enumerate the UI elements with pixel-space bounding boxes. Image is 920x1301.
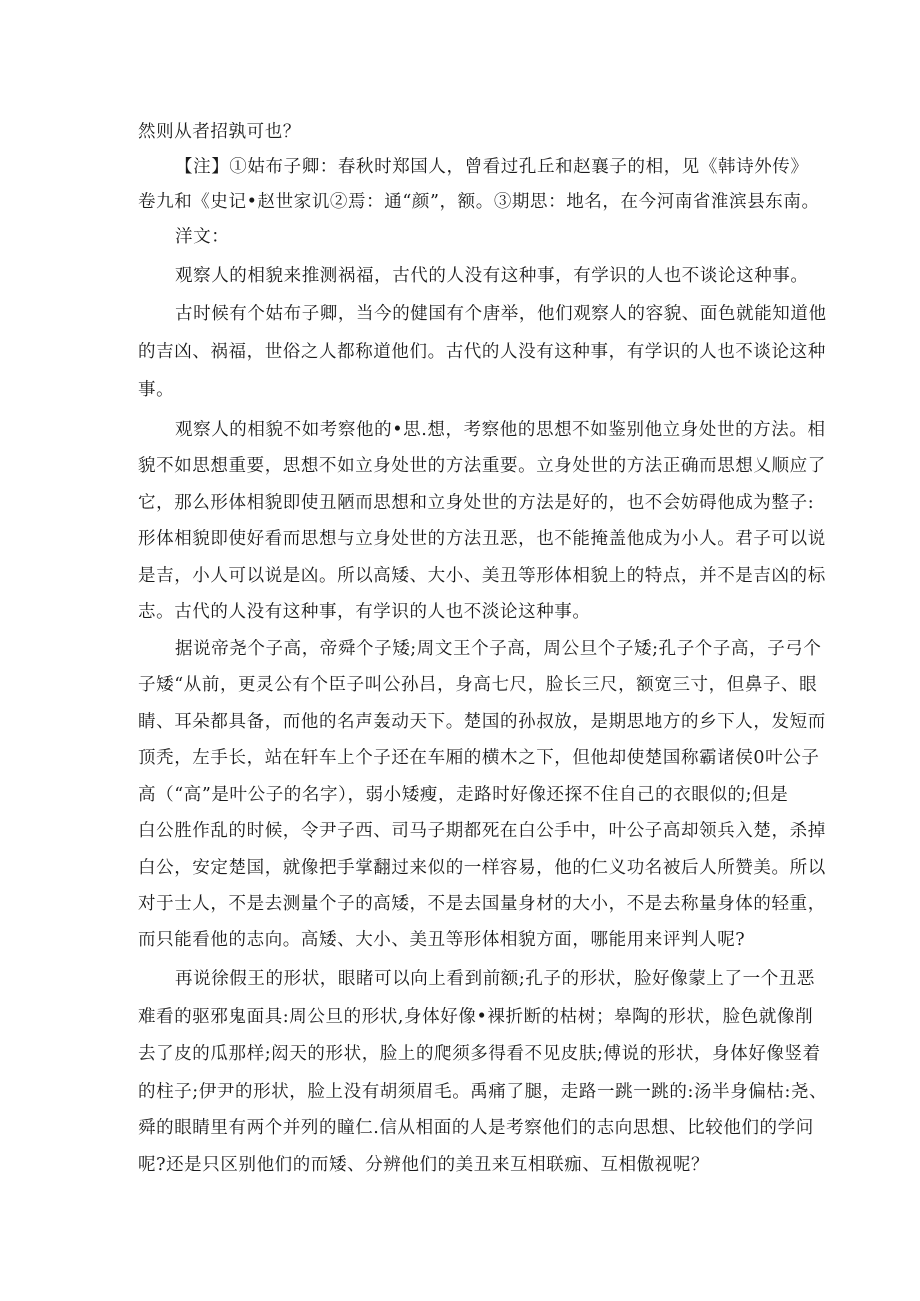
text-line: 的柱子;伊尹的形状，脸上没有胡须眉毛。禹痛了腿，走路一跳一跳的:汤半身偏枯:尧、 [138, 1082, 828, 1102]
text-line: 志。古代的人没有这种事，有学识的人也不淡论这种事。 [138, 602, 591, 622]
text-line: 白公，安定楚国，就像把手掌翻过来似的一样容易，他的仁义功名被后人所赞美。所以 [138, 858, 826, 878]
text-line: 是吉，小人可以说是凶。所以高矮、大小、美丑等形体相貌上的特点，并不是吉凶的标 [138, 566, 826, 586]
text-line: 子矮“从前，更灵公有个臣子叫公孙吕，身高七尺，脸长三尺，额宽三寸，但鼻子、眼 [138, 675, 818, 695]
text-line: 古时候有个姑布子卿，当今的健国有个唐举，他们观察人的容貌、面色就能知道他 [175, 304, 827, 324]
text-line: 睛、耳朵都具备，而他的名声轰动天下。楚国的孙叔放，是期思地方的乡下人，发短而 [138, 712, 826, 732]
text-line: 据说帝尧个子高，帝舜个子矮;周文王个子高，周公旦个子矮;孔子个子高，子弓个 [175, 639, 822, 659]
text-line: 貌不如思想重要，思想不如立身处世的方法重要。立身处世的方法正确而思想乂顺应了 [138, 456, 826, 476]
text-line: 而只能看他的志向。高矮、大小、美丑等形体相貌方面，哪能用来评判人呢? [138, 930, 746, 950]
text-line: 对于士人，不是去测量个子的高矮，不是去国量身材的大小，不是去称量身体的轻重， [138, 894, 826, 914]
text-line: 去了皮的瓜那样;闳天的形状，脸上的爬须多得看不见皮肤;傅说的形状，身体好像竖着 [138, 1044, 821, 1064]
text-line: 它，那么形体相貌即使丑陋而思想和立身处世的方法是好的，也不会妨碍他成为整子: [138, 493, 815, 513]
text-line: 顶秃，左手长，站在轩车上个子还在车厢的横木之下，但他却使楚国称霸诸侯0叶公子 [138, 748, 820, 768]
text-line: 再说徐假王的形状，眼睹可以向上看到前额;孔子的形状，脸好像蒙上了一个丑恶 [175, 969, 815, 989]
text-line: 然则从者招孰可也？ [138, 122, 301, 142]
note-line: 【注】①姑布子卿：春秋时郑国人，曾看过孔丘和赵襄子的相，见《韩诗外传》 [175, 157, 809, 177]
text-line: 白公胜作乱的时候，令尹子西、司马子期都死在白公手中，叶公子高却领兵入楚，杀掉 [138, 821, 826, 841]
section-heading: 洋文： [175, 227, 230, 247]
text-line: 难看的驱邪鬼面具:周公旦的形状,身体好像•裸折断的枯树；皋陶的形状，脸色就像削 [138, 1007, 814, 1027]
text-line: 观察人的相貌不如考察他的•思.想，考察他的思想不如鉴别他立身处世的方法。相 [175, 420, 826, 440]
text-line: 高（“高”是叶公子的名字），弱小矮瘦，走路时好像还探不住自己的衣眼似的;但是 [138, 785, 789, 805]
text-line: 的吉凶、祸福，世俗之人都称道他们。古代的人没有这种事，有学识的人也不谈论这种 [138, 342, 826, 362]
text-line: 呢?还是只区别他们的而矮、分辨他们的美丑来互相联痂、互相傲视呢？ [138, 1155, 710, 1175]
text-line: 事。 [138, 380, 175, 400]
text-line: 舜的眼睛里有两个并列的瞳仁.信从相面的人是考察他们的志向思想、比较他们的学问 [138, 1118, 814, 1138]
text-line: 观察人的相貌来推测祸福，古代的人没有这种事，有学识的人也不谈论这种事。 [175, 266, 809, 286]
text-line: 形体相貌即使好看而思想与立身处世的方法丑恶，也不能掩盖他成为小人。君子可以说 [138, 529, 826, 549]
note-line: 卷九和《史记•赵世家讥②焉：通“颜”，额。③期思：地名，在今河南省淮滨县东南。 [138, 192, 820, 212]
